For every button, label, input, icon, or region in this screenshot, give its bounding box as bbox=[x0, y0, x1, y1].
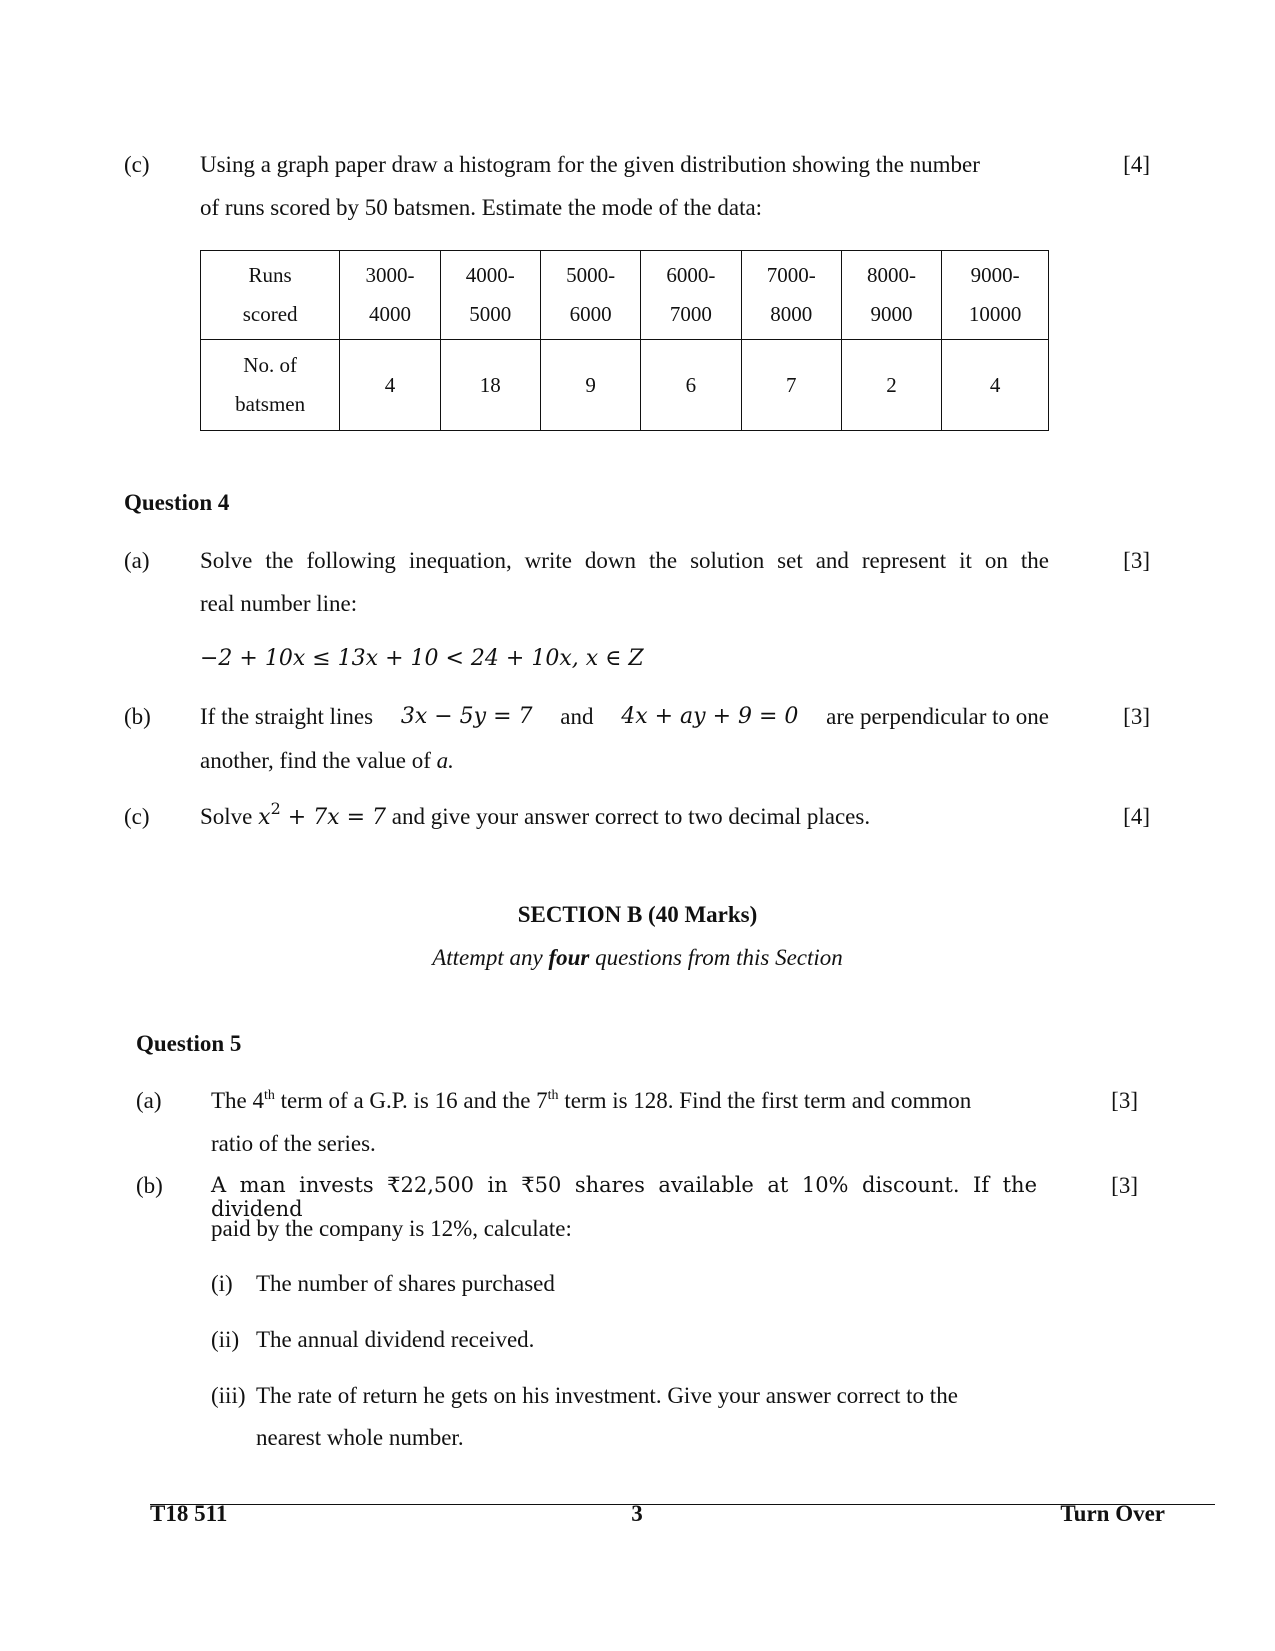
q4b-post: are perpendicular to one bbox=[826, 704, 1049, 729]
q5b-ii-text: The annual dividend received. bbox=[256, 1327, 535, 1352]
q4c-label: (c) bbox=[124, 804, 150, 829]
q5b-label: (b) bbox=[136, 1173, 163, 1198]
q5b-marks: [3] bbox=[1111, 1173, 1138, 1198]
q3c-text-line2: of runs scored by 50 batsmen. Estimate the mode of the data: bbox=[200, 195, 763, 220]
table-cell-range: 6000- 7000 bbox=[641, 251, 741, 340]
q3c-label: (c) bbox=[124, 152, 150, 177]
q4b-and: and bbox=[560, 704, 594, 729]
q5b-text-line1: A man invests ₹22,500 in ₹50 shares available at 10% discount. If the dividend bbox=[211, 1173, 1037, 1221]
q5a-text-line1: The 4th term of a G.P. is 16 and the 7th term is 128. Find the first term and common bbox=[211, 1088, 972, 1113]
table-cell-count: 2 bbox=[841, 340, 941, 431]
q4c-text: Solve $x^2 + 7x = 7$ and give your answer correct to two decimal places. bbox=[200, 799, 871, 830]
table-cell-range: 9000- 10000 bbox=[942, 251, 1049, 340]
table-row-batsmen bbox=[201, 340, 1049, 431]
q4b-pre: If the straight lines bbox=[200, 704, 374, 729]
table-cell-range: 3000- 4000 bbox=[340, 251, 440, 340]
table-cell-range: 8000- 9000 bbox=[841, 251, 941, 340]
q4-heading: Question 4 bbox=[124, 490, 230, 515]
q4a-marks: [3] bbox=[1123, 548, 1150, 573]
section-b-instruction: Attempt any four questions from this Section bbox=[432, 945, 843, 970]
q4b-equation-2: 4x + ay + 9 = 0 bbox=[621, 704, 799, 729]
q5a-label: (a) bbox=[136, 1088, 162, 1113]
table-cell-range: 5000- 6000 bbox=[540, 251, 640, 340]
table-cell-count: 4 bbox=[942, 340, 1049, 431]
q3c-text-line1: Using a graph paper draw a histogram for the given distribution showing the number bbox=[200, 152, 980, 177]
q5b-iii-label: (iii) bbox=[211, 1383, 246, 1408]
footer-paper-code: T18 511 bbox=[150, 1501, 228, 1526]
q4b-text-line2: another, find the value of a. bbox=[200, 748, 454, 773]
table-cell-range: 4000- 5000 bbox=[440, 251, 540, 340]
table-header-batsmen: No. of batsmen bbox=[201, 340, 340, 431]
q4c-marks: [4] bbox=[1123, 804, 1150, 829]
q4a-text-line1: Solve the following inequation, write down the solution set and represent it on the bbox=[200, 548, 1049, 573]
q5b-i-text: The number of shares purchased bbox=[256, 1271, 555, 1296]
q4b-equation-1: 3x − 5y = 7 bbox=[400, 704, 533, 729]
q5b-iii-text-line2: nearest whole number. bbox=[256, 1425, 464, 1450]
table-header-runs: Runs scored bbox=[201, 251, 340, 340]
q5b-i-label: (i) bbox=[211, 1271, 233, 1296]
q5a-text-line2: ratio of the series. bbox=[211, 1131, 376, 1156]
table-cell-range: 7000- 8000 bbox=[741, 251, 841, 340]
q4b-variable: a. bbox=[436, 748, 454, 773]
runs-table bbox=[200, 250, 1049, 431]
q5b-iii-text-line1: The rate of return he gets on his investment. Give your answer correct to the bbox=[256, 1383, 958, 1408]
footer-page-number: 3 bbox=[631, 1501, 643, 1526]
table-cell-count: 9 bbox=[540, 340, 640, 431]
q5b-text-line2: paid by the company is 12%, calculate: bbox=[211, 1216, 572, 1241]
q4c-equation: $x^2 + 7x = 7$ bbox=[258, 799, 386, 830]
q5-heading: Question 5 bbox=[136, 1031, 242, 1056]
q5b-ii-label: (ii) bbox=[211, 1327, 240, 1352]
q4a-inequation: −2 + 10x ≤ 13x + 10 < 24 + 10x, x ∈ Z bbox=[200, 646, 644, 671]
table-row-runs bbox=[201, 251, 1049, 340]
q4b-text-line1 bbox=[200, 704, 1049, 730]
section-b-title: SECTION B (40 Marks) bbox=[517, 902, 758, 927]
q4a-text-line2: real number line: bbox=[200, 591, 358, 616]
q5a-marks: [3] bbox=[1111, 1088, 1138, 1113]
table-cell-count: 4 bbox=[340, 340, 440, 431]
table-cell-count: 7 bbox=[741, 340, 841, 431]
q4a-label: (a) bbox=[124, 548, 150, 573]
table-cell-count: 6 bbox=[641, 340, 741, 431]
q4b-marks: [3] bbox=[1123, 704, 1150, 729]
q3c-marks: [4] bbox=[1123, 152, 1150, 177]
footer-turn-over: Turn Over bbox=[1060, 1501, 1165, 1526]
q4b-label: (b) bbox=[124, 704, 151, 729]
table-cell-count: 18 bbox=[440, 340, 540, 431]
